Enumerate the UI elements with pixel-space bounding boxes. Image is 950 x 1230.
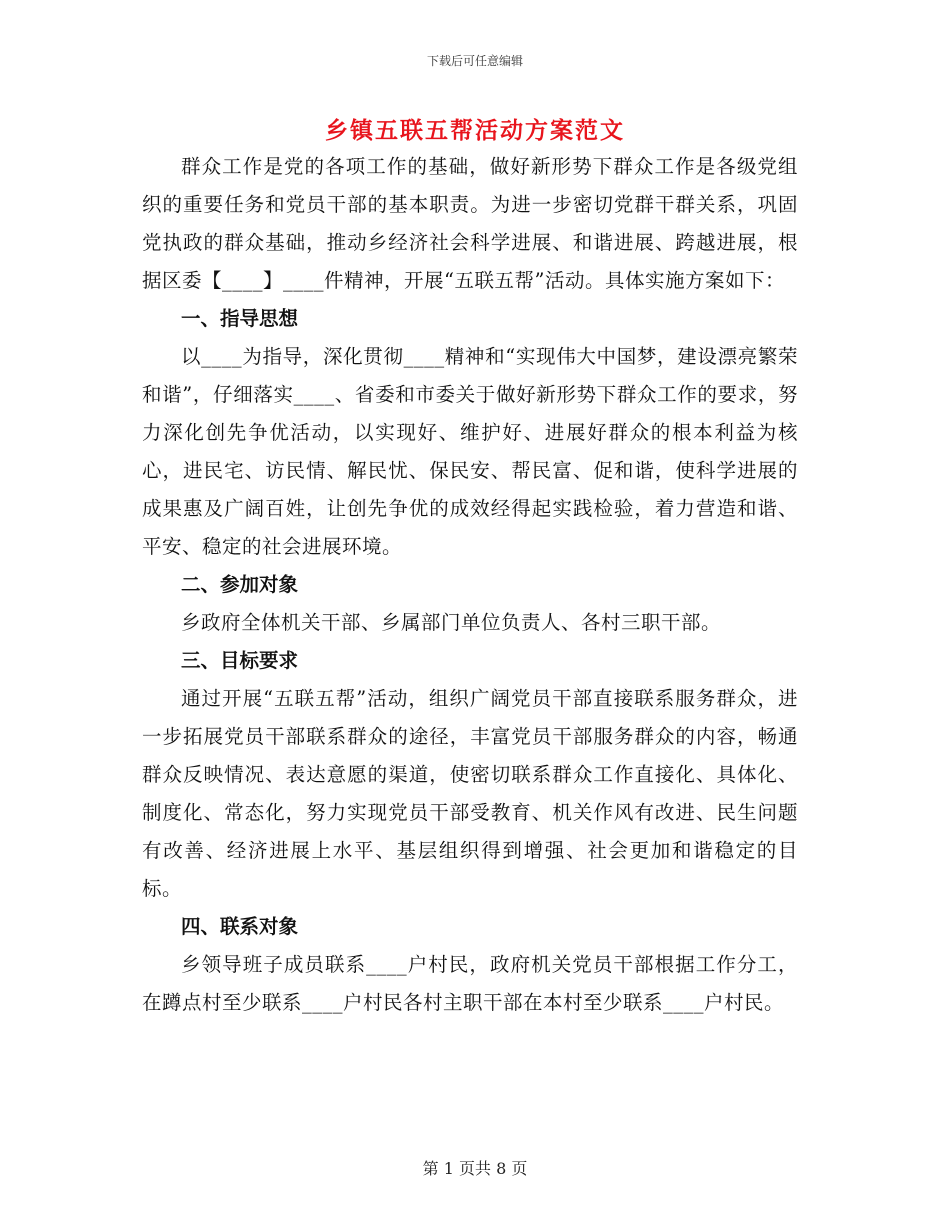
section-body-contacts: 乡领导班子成员联系____户村民，政府机关党员干部根据工作分工，在蹲点村至少联系____户村民各村主职干部在本村至少联系____户村民。 [142, 953, 798, 1014]
section-heading-objectives: 三、目标要求 [181, 649, 299, 672]
intro-paragraph: 群众工作是党的各项工作的基础，做好新形势下群众工作是各级党组织的重要任务和党员干部的基本职责。为进一步密切党群干群关系，巩固党执政的群众基础，推动乡经济社会科学进展、和谐进展、跨越进展，根据区委【____】____件精神，开展“五联五帮”活动。具体实施方案如下： [142, 155, 798, 292]
document-title: 乡镇五联五帮活动方案范文 [325, 117, 625, 144]
section-body-guiding-ideology: 以____为指导，深化贯彻____精神和“实现伟大中国梦，建设漂亮繁荣和谐”，仔细落实____、省委和市委关于做好新形势下群众工作的要求，努力深化创先争优活动，以实现好、维护好、进展好群众的根本利益为核心，进民宅、访民情、解民忧、保民安、帮民富、促和谐，使科学进展的成果惠及广阔百姓，让创先争优的成效经得起实践检验，着力营造和谐、平安、稳定的社会进展环境。 [142, 345, 798, 558]
page-number: 第 1 页共 8 页 [422, 1159, 528, 1178]
header-note: 下载后可任意编辑 [426, 54, 523, 68]
section-body-objectives: 通过开展“五联五帮”活动，组织广阔党员干部直接联系服务群众，进一步拓展党员干部联系群众的途径，丰富党员干部服务群众的内容，畅通群众反映情况、表达意愿的渠道，使密切联系群众工作直接化、具体化、制度化、常态化，努力实现党员干部受教育、机关作风有改进、民生问题有改善、经济进展上水平、基层组织得到增强、社会更加和谐稳定的目标。 [142, 687, 798, 900]
section-heading-contacts: 四、联系对象 [181, 915, 299, 938]
section-heading-participants: 二、参加对象 [181, 573, 299, 596]
section-body-participants: 乡政府全体机关干部、乡属部门单位负责人、各村三职干部。 [181, 611, 722, 634]
document-body [142, 148, 798, 1022]
section-heading-guiding-ideology: 一、指导思想 [181, 307, 299, 330]
